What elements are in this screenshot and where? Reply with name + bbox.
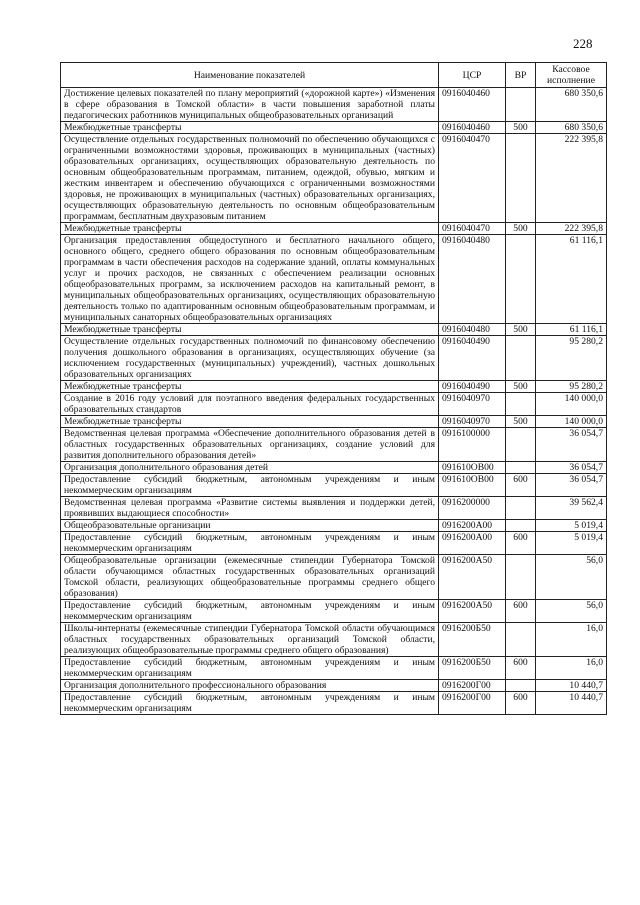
row-amount: 39 562,4 bbox=[536, 497, 607, 520]
row-vr bbox=[506, 88, 536, 122]
row-vr bbox=[506, 336, 536, 381]
table-row bbox=[61, 657, 607, 680]
row-name: Организация дополнительного образования детей bbox=[61, 462, 439, 474]
row-vr: 500 bbox=[506, 416, 536, 428]
row-vr: 500 bbox=[506, 122, 536, 134]
table-row bbox=[61, 122, 607, 134]
row-vr: 500 bbox=[506, 223, 536, 235]
row-vr bbox=[506, 235, 536, 324]
row-vr: 600 bbox=[506, 474, 536, 497]
row-name: Осуществление отдельных государственных полномочий по обеспечению обучающихся с ограниченными возможностями здоровья, проживающих в муниципальных (частных) образовательных организациях, осуществляющих образовательную деятельность по основным общеобразовательным программам, питанием, одеждой, обувью, мягким и жестким инвентарем и обеспечению обучающихся с ограниченными возможностями здоровья, не проживающих в муниципальных (частных) образовательных организациях, осуществляющих образовательную деятельность по основным общеобразовательным программам, бесплатным двухразовым питанием bbox=[61, 134, 439, 223]
row-name: Межбюджетные трансферты bbox=[61, 223, 439, 235]
header-csr: ЦСР bbox=[439, 63, 506, 88]
row-amount: 222 395,8 bbox=[536, 223, 607, 235]
table-row bbox=[61, 555, 607, 600]
row-amount: 36 054,7 bbox=[536, 474, 607, 497]
row-csr: 0916040490 bbox=[439, 381, 506, 393]
table-row bbox=[61, 393, 607, 416]
row-name: Создание в 2016 году условий для поэтапного введения федеральных государственных образовательных стандартов bbox=[61, 393, 439, 416]
row-csr: 0916200А00 bbox=[439, 520, 506, 532]
row-amount: 36 054,7 bbox=[536, 462, 607, 474]
row-amount: 680 350,6 bbox=[536, 122, 607, 134]
row-name: Организация предоставления общедоступного и бесплатного начального общего, основного общего, среднего общего образования по основным общеобразовательным программам в части обеспечения расходов на содержание зданий, оплаты коммунальных услуг и прочих расходов, не связанных с обеспечением реализации основных общеобразовательных программ, за исключением расходов на капитальный ремонт, в муниципальных общеобразовательных организациях, осуществляющих образовательную деятельность только по адаптированным основным общеобразовательным программам, и муниципальных санаторных общеобразовательных организациях bbox=[61, 235, 439, 324]
row-name: Осуществление отдельных государственных полномочий по финансовому обеспечению получения дошкольного образования в организациях, осуществляющих обучение (за исключением государственных (муниципальных) учреждений), частных дошкольных образовательных организациях bbox=[61, 336, 439, 381]
row-csr: 0916200Г00 bbox=[439, 680, 506, 692]
table-row bbox=[61, 336, 607, 381]
row-vr: 600 bbox=[506, 657, 536, 680]
row-vr: 600 bbox=[506, 600, 536, 623]
row-name: Организация дополнительного профессионального образования bbox=[61, 680, 439, 692]
row-vr: 600 bbox=[506, 532, 536, 555]
row-amount: 61 116,1 bbox=[536, 324, 607, 336]
row-amount: 95 280,2 bbox=[536, 381, 607, 393]
row-vr bbox=[506, 680, 536, 692]
row-name: Ведомственная целевая программа «Обеспечение дополнительного образования детей в областных государственных образовательных организациях, создание условий для развития дополнительного образования детей» bbox=[61, 428, 439, 462]
row-amount: 5 019,4 bbox=[536, 532, 607, 555]
row-csr: 091610ОВ00 bbox=[439, 474, 506, 497]
header-amount: Кассовое исполнение bbox=[536, 63, 607, 88]
row-vr bbox=[506, 555, 536, 600]
page-number: 228 bbox=[573, 36, 593, 51]
row-name: Предоставление субсидий бюджетным, автономным учреждениям и иным некоммерческим организациям bbox=[61, 692, 439, 715]
table-row bbox=[61, 532, 607, 555]
row-name: Межбюджетные трансферты bbox=[61, 381, 439, 393]
row-csr: 0916200А50 bbox=[439, 600, 506, 623]
table-row bbox=[61, 462, 607, 474]
row-vr bbox=[506, 134, 536, 223]
table-row bbox=[61, 324, 607, 336]
row-csr: 0916040460 bbox=[439, 88, 506, 122]
row-amount: 140 000,0 bbox=[536, 393, 607, 416]
row-amount: 95 280,2 bbox=[536, 336, 607, 381]
row-name: Предоставление субсидий бюджетным, автономным учреждениям и иным некоммерческим организациям bbox=[61, 532, 439, 555]
table-row bbox=[61, 235, 607, 324]
row-csr: 0916040460 bbox=[439, 122, 506, 134]
row-name: Школы-интернаты (ежемесячные стипендии Губернатора Томской области обучающимся областных государственных образовательных организаций Томской области, реализующих общеобразовательные программы среднего общего образования) bbox=[61, 623, 439, 657]
table-row bbox=[61, 474, 607, 497]
row-amount: 10 440,7 bbox=[536, 692, 607, 715]
row-name: Общеобразовательные организации bbox=[61, 520, 439, 532]
row-amount: 56,0 bbox=[536, 600, 607, 623]
row-name: Межбюджетные трансферты bbox=[61, 324, 439, 336]
table-row bbox=[61, 623, 607, 657]
row-csr: 0916100000 bbox=[439, 428, 506, 462]
row-amount: 10 440,7 bbox=[536, 680, 607, 692]
row-csr: 0916040480 bbox=[439, 235, 506, 324]
row-csr: 0916200А00 bbox=[439, 532, 506, 555]
row-name: Общеобразовательные организации (ежемесячные стипендии Губернатора Томской области обучающимся областных государственных образовательных организаций Томской области, реализующих общеобразовательные программы среднего общего образования) bbox=[61, 555, 439, 600]
header-name: Наименование показателей bbox=[61, 63, 439, 88]
row-amount: 61 116,1 bbox=[536, 235, 607, 324]
row-name: Межбюджетные трансферты bbox=[61, 122, 439, 134]
row-csr: 0916200Г00 bbox=[439, 692, 506, 715]
row-vr: 500 bbox=[506, 381, 536, 393]
budget-table bbox=[60, 62, 607, 715]
row-name: Предоставление субсидий бюджетным, автономным учреждениям и иным некоммерческим организациям bbox=[61, 600, 439, 623]
table-row bbox=[61, 428, 607, 462]
row-csr: 0916200Б50 bbox=[439, 657, 506, 680]
row-amount: 16,0 bbox=[536, 623, 607, 657]
row-amount: 5 019,4 bbox=[536, 520, 607, 532]
row-name: Достижение целевых показателей по плану мероприятий («дорожной карте») «Изменения в сфере образования в Томской области» в части повышения заработной платы педагогических работников муниципальных общеобразовательных организаций bbox=[61, 88, 439, 122]
row-name: Предоставление субсидий бюджетным, автономным учреждениям и иным некоммерческим организациям bbox=[61, 474, 439, 497]
row-amount: 222 395,8 bbox=[536, 134, 607, 223]
table-row bbox=[61, 134, 607, 223]
row-amount: 16,0 bbox=[536, 657, 607, 680]
row-csr: 091610ОВ00 bbox=[439, 462, 506, 474]
row-name: Предоставление субсидий бюджетным, автономным учреждениям и иным некоммерческим организациям bbox=[61, 657, 439, 680]
table-row bbox=[61, 520, 607, 532]
row-csr: 0916200А50 bbox=[439, 555, 506, 600]
row-vr: 600 bbox=[506, 692, 536, 715]
row-csr: 0916200000 bbox=[439, 497, 506, 520]
row-csr: 0916040470 bbox=[439, 223, 506, 235]
row-amount: 140 000,0 bbox=[536, 416, 607, 428]
row-vr bbox=[506, 623, 536, 657]
row-vr bbox=[506, 428, 536, 462]
row-csr: 0916200Б50 bbox=[439, 623, 506, 657]
table-header-row bbox=[61, 63, 607, 88]
row-vr bbox=[506, 520, 536, 532]
row-name: Межбюджетные трансферты bbox=[61, 416, 439, 428]
row-vr: 500 bbox=[506, 324, 536, 336]
row-csr: 0916040490 bbox=[439, 336, 506, 381]
table-row bbox=[61, 381, 607, 393]
row-vr bbox=[506, 393, 536, 416]
row-csr: 0916040970 bbox=[439, 393, 506, 416]
row-amount: 56,0 bbox=[536, 555, 607, 600]
table-row bbox=[61, 416, 607, 428]
row-csr: 0916040470 bbox=[439, 134, 506, 223]
row-amount: 36 054,7 bbox=[536, 428, 607, 462]
row-csr: 0916040970 bbox=[439, 416, 506, 428]
table-row bbox=[61, 88, 607, 122]
table-row bbox=[61, 600, 607, 623]
row-vr bbox=[506, 462, 536, 474]
table-row bbox=[61, 223, 607, 235]
row-vr bbox=[506, 497, 536, 520]
table-row bbox=[61, 497, 607, 520]
table-row bbox=[61, 692, 607, 715]
table-row bbox=[61, 680, 607, 692]
row-csr: 0916040480 bbox=[439, 324, 506, 336]
row-amount: 680 350,6 bbox=[536, 88, 607, 122]
header-vr: ВР bbox=[506, 63, 536, 88]
row-name: Ведомственная целевая программа «Развитие системы выявления и поддержки детей, проявивших выдающиеся способности» bbox=[61, 497, 439, 520]
